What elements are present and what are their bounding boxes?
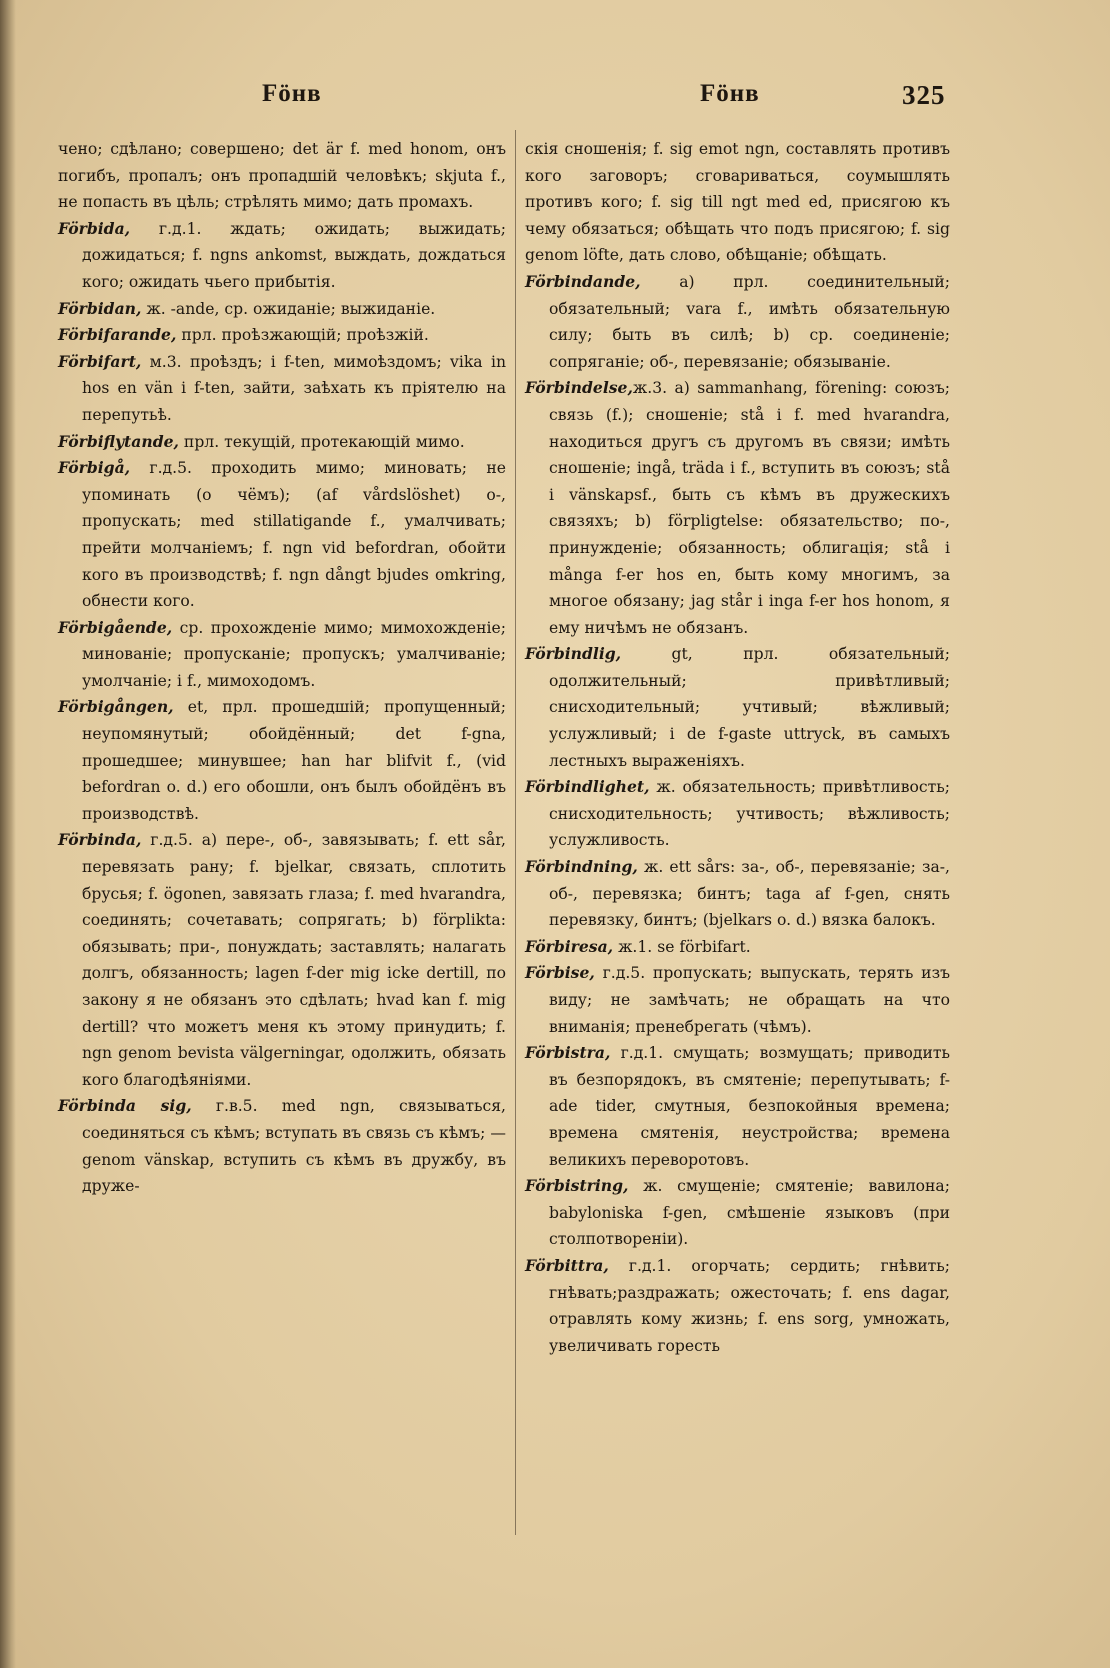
headword: Förbifarande, <box>58 325 177 345</box>
dictionary-entry <box>58 615 506 695</box>
headword: Förbigående, <box>58 617 173 637</box>
entry-text: прл. проѣзжающій; проѣзжій. <box>176 326 429 345</box>
dictionary-entry <box>525 1253 950 1359</box>
left-guide-word: Föнв <box>262 80 322 107</box>
entry-text: a) прл. соединительный; обязательный; vara f., имѣть обязательную силу; быть въ силѣ; b) ср. соединеніе; сопряганіе; об-, перевязаніе; обязываніе. <box>549 272 950 371</box>
entry-text: ж. обязательность; привѣтливость; снисходительность; учтивость; вѣжливость; услужливость. <box>549 778 950 850</box>
headword: Förbinda sig, <box>58 1096 192 1116</box>
dictionary-entry <box>58 296 506 323</box>
headword: Förbittra, <box>525 1255 609 1275</box>
dictionary-entry <box>525 1173 950 1253</box>
headword: Förbida, <box>58 218 131 238</box>
headword: Förbigå, <box>58 458 131 478</box>
entry-text: ж. смущеніе; смятеніе; вавилона; babyloniska f-gen, смѣшеніе языковъ (при столпотвореніи). <box>549 1177 950 1249</box>
left-column <box>58 136 506 1200</box>
entry-text: ж.3. a) sammanhang, förening: союзъ; связь (f.); сношеніе; stå i f. med hvarandra, находиться другъ съ другомъ въ связи; имѣть сношеніе; ingå, träda i f., вступить въ союзъ; stå i vänskapsf., быть съ кѣмъ въ дружескихъ связяхъ; b) förpligtelse: обязательство; по-, принужденіе; обязанность; облигація; stå i många f-er hos en, быть кому многимъ, за многое обязану; jag står i inga f-er hos honom, я ему ничѣмъ не обязанъ. <box>549 379 950 637</box>
continuation-text <box>525 136 950 269</box>
headword: Förbindelse, <box>525 378 633 398</box>
column-divider <box>515 130 516 1535</box>
entry-text: ж.1. se förbifart. <box>613 937 751 956</box>
dictionary-entry <box>525 641 950 774</box>
dictionary-entry <box>58 455 506 615</box>
dictionary-entry <box>58 322 506 349</box>
entry-text: г.д.5. проходить мимо; миновать; не упоминать (о чёмъ); (af vårdslöshet) о-, пропускать; med stillatigande f., умалчивать; прейти молчаніемъ; f. ngn vid befordran, обойти кого въ производствѣ; f. ngn dångt bjudes omkring, обнести кого. <box>82 459 506 611</box>
entry-text: ср. прохожденіе мимо; мимохожденіе; минованіе; пропусканіе; пропускъ; умалчиваніе; умолчаніе; i f., мимоходомъ. <box>82 618 506 690</box>
headword: Förbistring, <box>525 1176 629 1196</box>
entry-text: г.д.1. огорчать; сердить; гнѣвить; гнѣвать;раздражать; ожесточать; f. ens dagar, отравлять кому жизнь; f. ens sorg, умножать, увеличивать горесть <box>549 1256 950 1355</box>
headword: Förbifart, <box>58 351 142 371</box>
entry-text: г.д.1. смущать; возмущать; приводить въ безпорядокъ, въ смятеніе; перепутывать; f-ade tider, смутныя, безпокойныя времена; времена смятенія, неустройства; времена великихъ переворотовъ. <box>549 1044 950 1169</box>
dictionary-entry <box>525 934 950 961</box>
entry-text: ж. -ande, ср. ожиданіе; выжиданіе. <box>141 299 436 318</box>
dictionary-entry <box>525 1040 950 1173</box>
headword: Förbiflytande, <box>58 431 179 451</box>
dictionary-entry <box>525 774 950 854</box>
headword: Förbinda, <box>58 830 142 850</box>
entry-text: г.в.5. med ngn, связываться, соединяться съ кѣмъ; вступать въ связь съ кѣмъ; — genom vänskap, вступить съ кѣмъ въ дружбу, въ друже- <box>82 1097 506 1196</box>
continuation-text <box>58 136 506 216</box>
headword: Förbigången, <box>58 697 174 717</box>
dictionary-entry <box>525 375 950 641</box>
dictionary-entry <box>525 269 950 375</box>
dictionary-entry <box>58 827 506 1093</box>
dictionary-entry <box>525 854 950 934</box>
headword: Förbistra, <box>525 1043 611 1063</box>
entry-text: чено; сдѣлано; совершено; det är f. med honom, онъ погибъ, пропалъ; онъ пропадшій человѣкъ; skjuta f., не попасть въ цѣль; стрѣлять мимо; дать промахъ. <box>58 140 506 212</box>
headword: Förbise, <box>525 963 595 983</box>
headword: Förbindande, <box>525 271 641 291</box>
dictionary-entry <box>58 349 506 429</box>
entry-text: прл. текущій, протекающій мимо. <box>178 432 465 451</box>
entry-text: г.д.5. a) пере-, об-, завязывать; f. ett sår, перевязать рану; f. bjelkar, связать, сплотить брусья; f. ögonen, завязать глаза; f. med hvarandra, соединять; сочетавать; сопрягать; b) förplikta: обязывать; при-, понуждать; заставлять; налагать долгъ, обязанность; lagen f-der mig icke dertill, по закону я не обязанъ это сдѣлать; hvad kan f. mig dertill? что можетъ меня къ этому принудить; f. ngn genom bevista välgerningar, одолжить, обязать кого благодѣяніями. <box>82 831 506 1089</box>
headword: Förbiresa, <box>525 936 614 956</box>
dictionary-entry <box>58 1093 506 1199</box>
dictionary-entry <box>525 960 950 1040</box>
right-guide-word: Föнв <box>700 80 760 107</box>
entry-text: gt, прл. обязательный; одолжительный; привѣтливый; снисходительный; учтивый; вѣжливый; услужливый; i de f-gaste uttryck, въ самыхъ лестныхъ выраженіяхъ. <box>549 645 950 770</box>
entry-text: м.3. проѣздъ; i f-ten, мимоѣздомъ; vika in hos en vän i f-ten, зайти, заѣхать къ пріятелю на перепутьѣ. <box>82 352 506 424</box>
page-binding-edge <box>0 0 16 1668</box>
entry-text: ж. ett sårs: за-, об-, перевязаніе; за-, об-, перевязка; бинтъ; taga af f-gen, снять перевязку, бинтъ; (bjelkars o. d.) вязка балокъ. <box>549 858 950 930</box>
entry-text: г.д.5. пропускать; выпускать, терять изъ виду; не замѣчать; не обращать на что вниманія; пренебрегать (чѣмъ). <box>549 964 950 1036</box>
headword: Förbindning, <box>525 857 638 877</box>
dictionary-entry <box>58 694 506 827</box>
dictionary-entry <box>58 216 506 296</box>
right-column <box>525 136 950 1359</box>
entry-text: г.д.1. ждать; ожидать; выжидать; дожидаться; f. ngns ankomst, выждать, дождаться кого; ожидать чьего прибытія. <box>82 219 506 291</box>
entry-text: et, прл. прошедшій; пропущенный; неупомянутый; обойдённый; det f-gna, прошедшее; минувшее; han har blifvit f., (vid befordran o. d.) его обошли, онъ былъ обойдёнъ въ производствѣ. <box>82 698 506 823</box>
headword: Förbindlighet, <box>525 777 650 797</box>
entry-text: скія сношенія; f. sig emot ngn, составлять противъ кого заговоръ; сговариваться, соумышлять противъ кого; f. sig till ngt med ed, присягою къ чему обязаться; обѣщать что подъ присягою; f. sig genom löfte, дать слово, обѣщаніе; обѣщать. <box>525 140 950 265</box>
dictionary-entry <box>58 429 506 456</box>
headword: Förbindlig, <box>525 644 622 664</box>
running-header <box>0 80 1110 120</box>
page-number: 325 <box>902 80 946 110</box>
headword: Förbidan, <box>58 298 142 318</box>
